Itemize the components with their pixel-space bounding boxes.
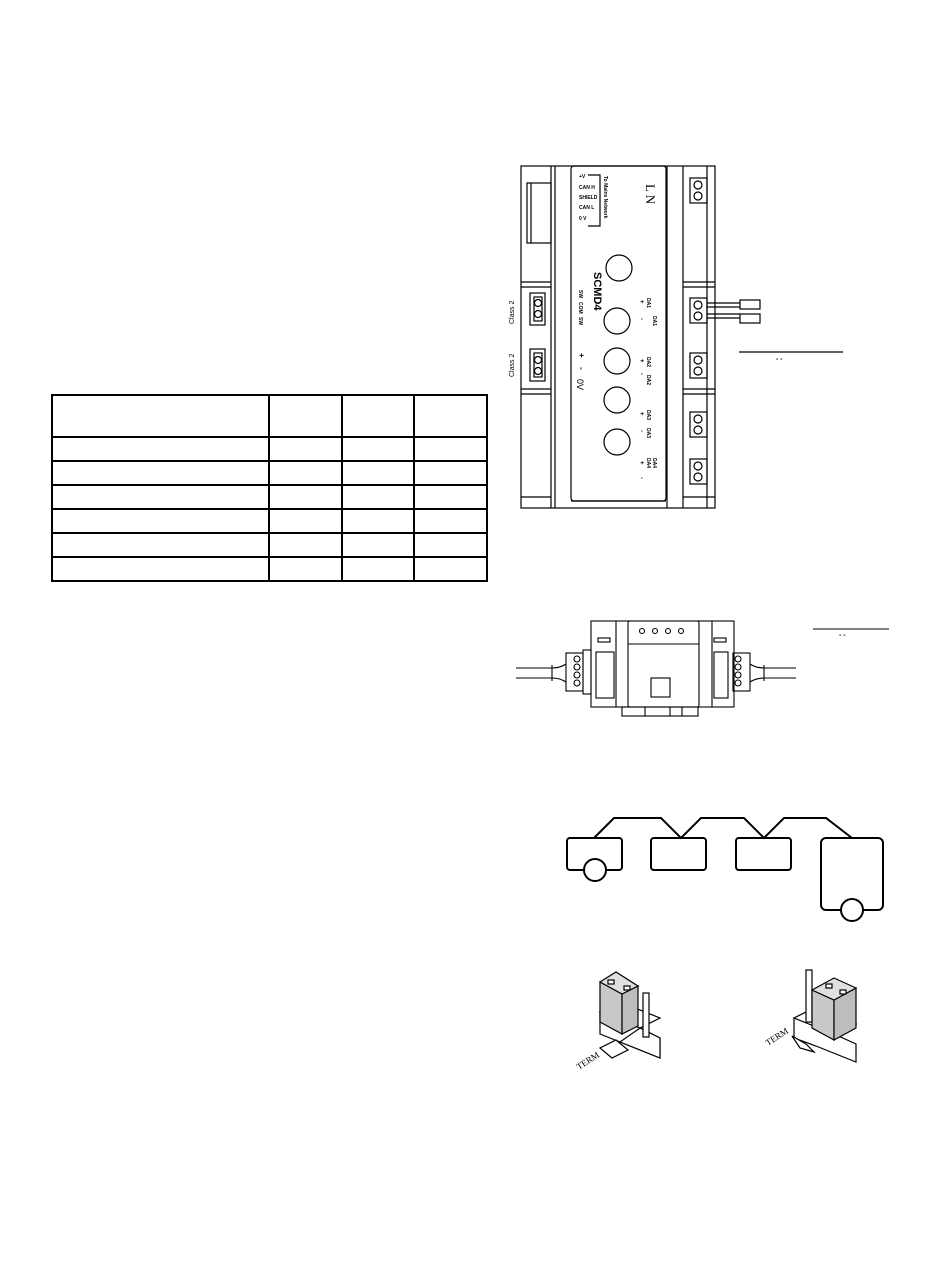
polarity-minus: - [638,430,644,432]
knob-circle [604,308,630,334]
polarity-plus: + [638,461,644,465]
module-body [521,166,715,508]
terminator-circle [584,859,606,881]
label-sw-2: SW [577,317,583,326]
polarity-minus: - [638,373,644,375]
channel-label: DA2 [645,375,651,386]
knob-circle [604,429,630,455]
polarity-minus: - [638,477,644,479]
terminator-circle [841,899,863,921]
network-node [651,838,706,870]
network-cable [594,818,852,838]
note-marks-top: - - [776,356,783,363]
polarity-plus: + [638,412,644,416]
note-marks-bottom: - - [839,632,846,639]
channel-label: DA4 [645,458,651,469]
knob-circle [604,348,630,374]
term-label-right: TERM [763,1025,791,1048]
power-caption: 0V [575,379,585,391]
model-label: SCMD4 [591,272,603,311]
class-label-2: Class 2 [509,353,516,377]
input-terminal-labels [577,290,583,325]
jumper-right [792,970,856,1062]
network-caption: To Mains Network [602,176,608,219]
channel-label: DA1 [651,316,657,327]
label-com: COM [577,302,583,314]
term-label-left: TERM [574,1049,602,1072]
network-labels [579,174,608,222]
label-sw-1: SW [577,290,583,299]
dimmer-module-top [521,166,843,508]
channel-label: DA3 [645,410,651,421]
jumper-left [600,972,660,1058]
label-power-plus: + [577,353,586,358]
network-node [736,838,791,870]
label-power-minus: - [577,367,586,370]
label-shield: SHIELD [579,195,598,201]
knob-circle [606,255,632,281]
label-plus-v: +V [579,174,586,180]
module-bottom [516,621,889,716]
channel-label: DA3 [645,428,651,439]
knob-circle [604,387,630,413]
channel-label: DA1 [645,298,651,309]
channel-label: DA4 [651,458,657,469]
label-0v: 0 V [579,216,587,222]
polarity-plus: + [638,359,644,363]
label-can-l: CAN L [579,205,595,211]
polarity-minus: - [638,318,644,320]
ln-label: L N [643,184,658,205]
polarity-plus: + [638,300,644,304]
class-label-1: Class 2 [509,300,516,324]
channel-labels [638,298,657,479]
network-topology [567,818,883,921]
channel-label: DA2 [645,357,651,368]
label-can-h: CAN H [579,185,595,191]
